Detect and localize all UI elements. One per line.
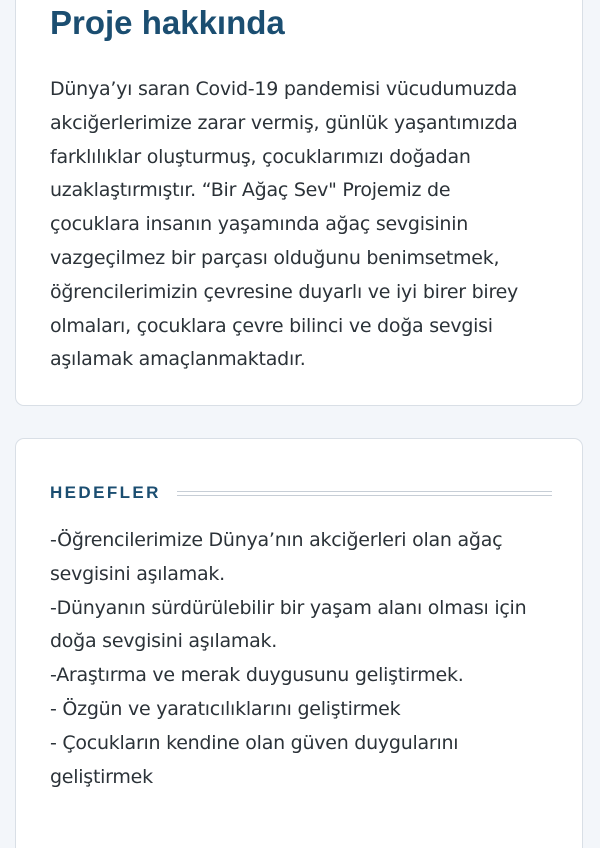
- goals-title: HEDEFLER: [50, 483, 161, 502]
- about-line: vazgeçilmez bir parçası olduğunu benimsetmek,: [50, 246, 500, 269]
- about-paragraph: [50, 73, 550, 377]
- goal-line: doğa sevgisini aşılamak.: [50, 630, 278, 653]
- about-line: akciğerlerimize zarar vermiş, günlük yaşantımızda: [50, 111, 518, 134]
- about-line: farklılıklar oluşturmuş, çocuklarımızı doğadan: [50, 145, 471, 168]
- goals-card: [15, 438, 583, 848]
- goal-line: geliştirmek: [50, 765, 153, 788]
- about-line: aşılamak amaçlanmaktadır.: [50, 348, 306, 371]
- about-title: Proje hakkında: [50, 4, 285, 41]
- section-divider: [177, 491, 552, 496]
- about-line: uzaklaştırmıştır. “Bir Ağaç Sev" Projemiz de: [50, 179, 451, 202]
- goal-line: -Dünyanın sürdürülebilir bir yaşam alanı olması için: [50, 596, 527, 619]
- about-card: [15, 0, 583, 406]
- about-line: Dünya’yı saran Covid-19 pandemisi vücudumuzda: [50, 78, 518, 100]
- goal-line: - Çocukların kendine olan güven duygularını: [50, 731, 459, 754]
- goal-line: -Öğrencilerimize Dünya’nın akciğerleri olan ağaç: [50, 529, 503, 551]
- goals-header: [50, 481, 552, 505]
- about-line: öğrencilerimizin çevresine duyarlı ve iyi birer birey: [50, 280, 519, 303]
- about-line: çocuklara insanın yaşamında ağaç sevgisinin: [50, 213, 469, 236]
- about-line: olmaları, çocuklara çevre bilinci ve doğa sevgisi: [50, 314, 493, 337]
- goals-list: [50, 524, 560, 794]
- goal-line: -Araştırma ve merak duygusunu geliştirmek.: [50, 664, 464, 687]
- goal-line: - Özgün ve yaratıcılıklarını geliştirmek: [50, 697, 401, 720]
- goal-line: sevgisini aşılamak.: [50, 562, 225, 585]
